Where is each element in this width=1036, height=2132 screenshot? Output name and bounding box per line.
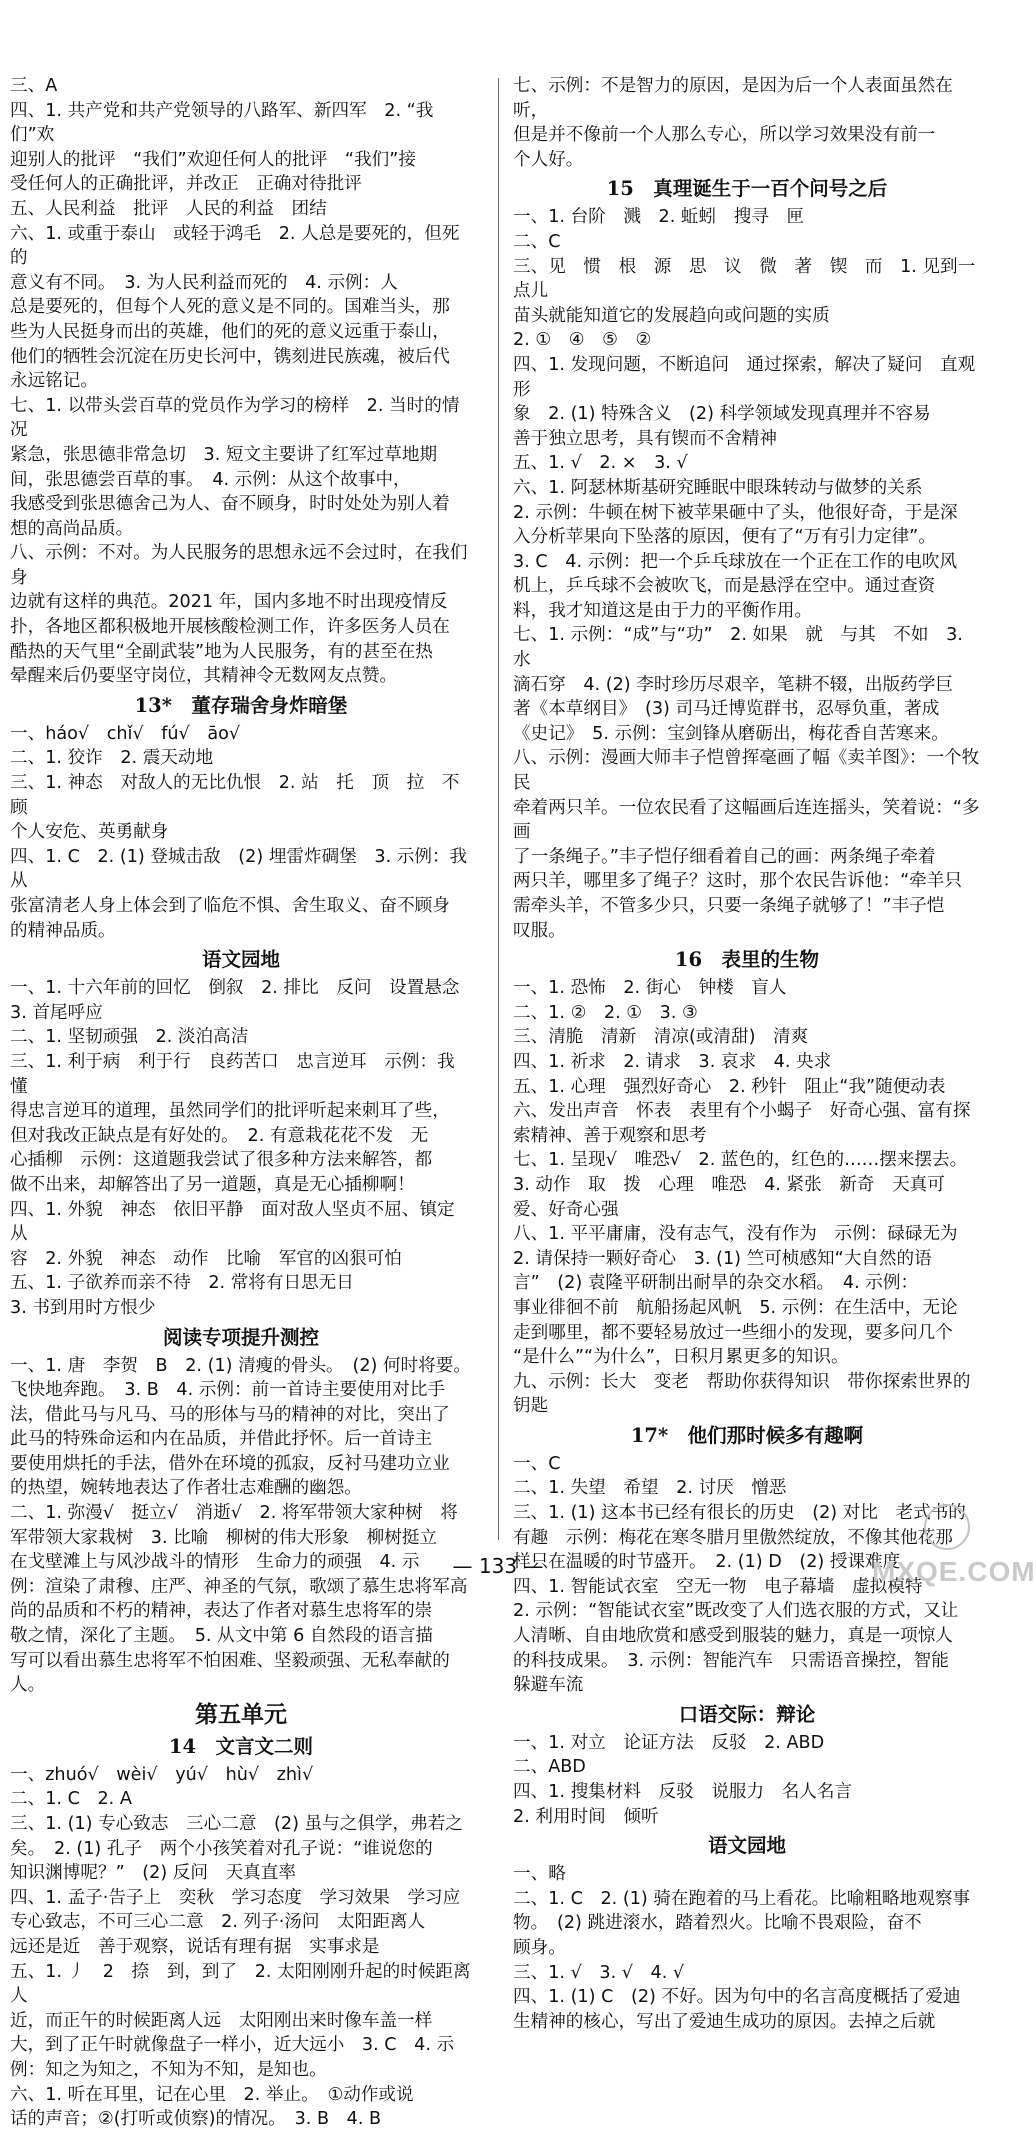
answer-line: 2. ① ④ ⑤ ②: [513, 330, 652, 351]
answer-line: 三、清脆 清新 清凉(或清甜) 清爽: [513, 1027, 809, 1048]
answer-line: 永远铭记。: [10, 371, 98, 392]
answer-line: 些为人民挺身而出的英雄，他们的死的意义远重于泰山，: [10, 321, 450, 342]
right-column: [513, 74, 981, 2034]
answer-line: 物。 (2) 跳进滚水，踏着烈火。比喻不畏艰险，奋不: [513, 1913, 922, 1934]
section-heading: 13* 董存瑞舍身炸暗堡: [134, 693, 348, 717]
answer-line: 我感受到张思德舍己为人、奋不顾身，时时处处为别人着: [10, 494, 450, 515]
answer-line: 的热望，婉转地表达了作者壮志难酬的幽怨。: [10, 1478, 362, 1499]
answer-line: 七、1. 以带头尝百草的党员作为学习的榜样 2. 当时的情况: [10, 395, 460, 441]
answer-line: 三、1. √ 3. √ 4. √: [513, 1962, 685, 1983]
answer-line: 象 2. (1) 特殊含义 (2) 科学领域发现真理并不容易: [513, 404, 931, 425]
answer-line: 法，借此马与凡马、马的形体与马的精神的对比，突出了: [10, 1404, 450, 1425]
answer-line: 一、1. 恐怖 2. 街心 钟楼 盲人: [513, 978, 787, 999]
answer-line: 滴石穿 4. (2) 李时珍历尽艰辛，笔耕不辍，出版药学巨: [513, 674, 953, 695]
watermark-stamp-icon: [924, 1504, 970, 1550]
answer-line: 2. 示例：牛顿在树下被苹果砸中了头，他很好奇，于是深: [513, 502, 958, 523]
answer-line: 在戈壁滩上与风沙战斗的情形 生命力的顽强 4. 示: [10, 1552, 420, 1573]
answer-line: 四、1. 祈求 2. 请求 3. 哀求 4. 央求: [513, 1051, 832, 1072]
answer-line: 顾身。: [513, 1937, 566, 1958]
section-heading: 语文园地: [201, 948, 280, 972]
answer-line: 有趣 示例：梅花在寒冬腊月里傲然绽放，不像其他花那: [513, 1527, 953, 1548]
answer-line: 一、1. 十六年前的回忆 倒叙 2. 排比 反问 设置悬念: [10, 978, 460, 999]
answer-line: 苗头就能知道它的发展趋向或问题的实质: [513, 305, 830, 326]
answer-line: 话的声音；②(打听或侦察)的情况。 3. B 4. B: [10, 2109, 382, 2130]
answer-line: 容 2. 外貌 神态 动作 比喻 军官的凶狠可怕: [10, 1248, 402, 1269]
answer-line: 军带领大家栽树 3. 比喻 柳树的伟大形象 柳树挺立: [10, 1527, 438, 1548]
answer-line: 牵着两只羊。一位农民看了这幅画后连连摇头，笑着说：“多画: [513, 797, 980, 843]
answer-line: 三、A: [10, 76, 58, 96]
answer-line: 七、1. 示例：“成”与“功” 2. 如果 就 与其 不如 3. 水: [513, 625, 969, 671]
answer-line: 一、1. 唐 李贺 B 2. (1) 清瘦的骨头。 (2) 何时将要。: [10, 1355, 471, 1376]
answer-line: 近，而正午的时候距离人远 太阳刚出来时像车盖一样: [10, 2010, 433, 2031]
answer-line: 矣。 2. (1) 孔子 两个小孩笑着对孔子说：“谁说您的: [10, 1838, 433, 1859]
answer-line: 人清晰、自由地欣赏和感受到服装的魅力，真是一项惊人: [513, 1626, 953, 1647]
answer-line: 3. 首尾呼应: [10, 1002, 103, 1023]
answer-line: 八、示例：不对。为人民服务的思想永远不会过时，在我们身: [10, 543, 468, 588]
answer-line: 尚的品质和不朽的精神，表达了作者对慕生忠将军的崇: [10, 1601, 433, 1622]
answer-line: 的精神品质。: [10, 920, 116, 941]
answer-line: 三、1. 神态 对敌人的无比仇恨 2. 站 托 顶 拉 不顾: [10, 773, 460, 818]
answer-line: 心插柳 示例：这道题我尝试了很多种方法来解答，都: [10, 1150, 433, 1171]
answer-line: 九、示例：长大 变老 帮助你获得知识 带你探索世界的: [513, 1371, 971, 1392]
answer-line: 要使用烘托的手法，借外在环境的孤寂，反衬马建功立业: [10, 1453, 450, 1474]
answer-line: 样只在温暖的时节盛开。 2. (1) D (2) 授课难度: [513, 1552, 901, 1573]
answer-line: 总是要死的，但每个人死的意义是不同的。国难当头，那: [10, 297, 450, 318]
answer-line: 但是并不像前一个人那么专心，所以学习效果没有前一: [513, 125, 936, 146]
answer-line: 的科技成果。 3. 示例：智能汽车 只需语音操控，智能: [513, 1650, 949, 1671]
answer-line: 一、1. 台阶 溅 2. 蚯蚓 搜寻 匣: [513, 207, 805, 228]
answer-line: 他们的牺牲会沉淀在历史长河中，镌刻进民族魂，被后代: [10, 346, 450, 367]
answer-line: 例：渲染了肃穆、庄严、神圣的气氛，歌颂了慕生忠将军高: [10, 1576, 468, 1597]
answer-line: 3. C 4. 示例：把一个乒乓球放在一个正在工作的电吹风: [513, 551, 958, 572]
answer-line: 2. 示例：“智能试衣室”既改变了人们选衣服的方式，又让: [513, 1601, 959, 1622]
section-heading: 14 文言文二则: [168, 1734, 314, 1758]
answer-line: 写可以看出慕生忠将军不怕困难、坚毅顽强、无私奉献的人。: [10, 1650, 450, 1696]
answer-line: 爱、好奇心强: [513, 1199, 619, 1220]
watermark-logo: MXQE.COM: [872, 1556, 1036, 1587]
answer-line: 二、C: [513, 231, 561, 252]
section-heading: 15 真理诞生于一百个问号之后: [606, 177, 888, 201]
answer-line: 料，我才知道这是由于力的平衡作用。: [513, 600, 813, 621]
answer-line: 四、1. 外貌 神态 依旧平静 面对敌人坚贞不屈、镇定从: [10, 1199, 455, 1245]
answer-line: 八、1. 平平庸庸，没有志气，没有作为 示例：碌碌无为: [513, 1224, 958, 1245]
answer-line: 得忠言逆耳的道理，虽然同学们的批评听起来刺耳了些，: [10, 1101, 450, 1122]
answer-line: 晕醒来后仍要坚守岗位，其精神令无数网友点赞。: [10, 666, 398, 687]
answer-line: “是什么”“为什么”，日积月累更多的知识。: [513, 1347, 849, 1368]
answer-line: 一、háo√ chǐ√ fú√ āo√: [10, 723, 241, 744]
page-number: — 133 —: [452, 1554, 544, 1578]
answer-line: 五、1. 丿 2 捺 到，到了 2. 太阳刚刚升起的时候距离人: [10, 1961, 471, 2007]
answer-line: 善于独立思考，具有锲而不舍精神: [513, 428, 777, 449]
answer-line: 二、1. 失望 希望 2. 讨厌 憎恶: [513, 1478, 787, 1499]
answer-line: 3. 书到用时方恨少: [10, 1297, 156, 1318]
answer-line: 一、zhuó√ wèi√ yú√ hù√ zhì√: [10, 1764, 314, 1785]
answer-line: 一、1. 对立 论证方法 反驳 2. ABD: [513, 1732, 825, 1753]
answer-line: 三、1. 利于病 利于行 良药苦口 忠言逆耳 示例：我懂: [10, 1051, 455, 1097]
left-column: [10, 74, 472, 2132]
answer-line: 四、1. 发现问题，不断追问 通过探索，解决了疑问 直观形: [513, 354, 976, 400]
answer-line: 叹服。: [513, 920, 566, 941]
answer-line: 此马的特殊命运和内在品质，并借此抒怀。后一首诗主: [10, 1429, 433, 1450]
answer-line: 边就有这样的典范。2021 年，国内多地不时出现疫情反: [10, 592, 448, 613]
answer-line: 六、1. 或重于泰山 或轻于鸿毛 2. 人总是要死的，但死的: [10, 223, 460, 269]
answer-line: 二、1. ② 2. ① 3. ③: [513, 1002, 698, 1023]
answer-line: 二、1. 坚韧顽强 2. 淡泊高洁: [10, 1027, 249, 1048]
answer-line: 五、人民利益 批评 人民的利益 团结: [10, 198, 327, 219]
answer-line: 一、略: [513, 1864, 566, 1885]
answer-line: 扑，各地区都积极地开展核酸检测工作，许多医务人员在: [10, 617, 450, 638]
answer-line: 六、发出声音 怀表 表里有个小蝎子 好奇心强、富有探: [513, 1101, 971, 1122]
answer-line: 二、ABD: [513, 1757, 586, 1778]
answer-line: 事业徘徊不前 航船扬起风帆 5. 示例：在生活中，无论: [513, 1297, 958, 1318]
column-divider: [498, 78, 499, 1540]
answer-line: 个人安危、英勇献身: [10, 822, 169, 843]
answer-line: 3. 动作 取 拨 心理 唯恐 4. 紧张 新奇 天真可: [513, 1174, 945, 1195]
answer-line: 紧急，张思德非常急切 3. 短文主要讲了红军过草地期: [10, 444, 438, 465]
answer-line: 两只羊，哪里多了绳子？这时，那个农民告诉他：“牵羊只: [513, 871, 962, 892]
answer-line: 走到哪里，都不要轻易放过一些细小的发现，要多问几个: [513, 1322, 953, 1343]
section-heading: 17* 他们那时候多有趣啊: [630, 1423, 864, 1447]
answer-line: 想的高尚品质。: [10, 518, 134, 539]
answer-line: 三、1. (1) 专心致志 三心二意 (2) 虽与之俱学，弗若之: [10, 1814, 463, 1834]
answer-line: 知识渊博呢？” (2) 反问 天真直率: [10, 1863, 296, 1884]
answer-line: 躲避车流: [513, 1675, 584, 1696]
answer-line: 2. 请保持一颗好奇心 3. (1) 竺可桢感知“大自然的语: [513, 1248, 932, 1269]
section-heading: 阅读专项提升测控: [162, 1325, 319, 1349]
answer-line: 远还是近 善于观察，说话有理有据 实事求是: [10, 1936, 380, 1957]
answer-line: 间，张思德尝百草的事。 4. 示例：从这个故事中，: [10, 469, 411, 490]
answer-line: 一、C: [513, 1453, 561, 1474]
answer-line: 但对我改正缺点是有好处的。 2. 有意栽花花不发 无: [10, 1125, 429, 1146]
section-heading: 语文园地: [707, 1834, 786, 1858]
answer-line: 五、1. 子欲养而亲不待 2. 常将有日思无日: [10, 1273, 354, 1294]
answer-line: 例：知之为知之，不知为不知，是知也。: [10, 2059, 327, 2080]
answer-line: 四、1. 孟子·告子上 奕秋 学习态度 学习效果 学习应: [10, 1887, 461, 1908]
answer-line: 张富清老人身上体会到了临危不惧、舍生取义、奋不顾身: [10, 896, 450, 916]
answer-line: 四、1. 智能试衣室 空无一物 电子幕墙 虚拟模特: [513, 1576, 923, 1597]
answer-line: 二、1. C 2. (1) 骑在跑着的马上看花。比喻粗略地观察事: [513, 1888, 971, 1909]
answer-line: 索精神、善于观察和思考: [513, 1125, 707, 1146]
answer-line: 二、1. 狡诈 2. 震天动地: [10, 748, 214, 769]
answer-line: 四、1. 搜集材料 反驳 说服力 名人名言: [513, 1782, 853, 1802]
answer-line: 五、1. 心理 强烈好奇心 2. 秒针 阻止“我”随便动表: [513, 1076, 946, 1097]
answer-line: 二、1. C 2. A: [10, 1789, 132, 1810]
answer-line: 机上，乒乓球不会被吹飞，而是悬浮在空中。通过查资: [513, 576, 936, 597]
answer-line: 四、1. 共产党和共产党领导的八路军、新四军 2. “我们”欢: [10, 100, 434, 146]
answer-line: 六、1. 阿瑟林斯基研究睡眠中眼珠转动与做梦的关系: [513, 477, 923, 498]
answer-line: 酷热的天气里“全副武装”地为人民服务，有的甚至在热: [10, 641, 433, 662]
answer-line: 飞快地奔跑。 3. B 4. 示例：前一首诗主要使用对比手: [10, 1380, 446, 1401]
answer-line: 钥匙: [513, 1396, 549, 1417]
answer-line: 受任何人的正确批评，并改正 正确对待批评: [10, 174, 362, 195]
answer-line: 专心致志，不可三心二意 2. 列子·汤问 太阳距离人: [10, 1912, 426, 1933]
answer-line: 大，到了正午时就像盘子一样小，近大远小 3. C 4. 示: [10, 2035, 455, 2056]
answer-line: 言” (2) 袁隆平研制出耐旱的杂交水稻。 4. 示例：: [513, 1273, 919, 1294]
answer-line: 2. 利用时间 倾听: [513, 1806, 659, 1827]
answer-line: 六、1. 听在耳里，记在心里 2. 举止。 ①动作或说: [10, 2084, 414, 2105]
answer-line: 七、1. 呈现√ 唯恐√ 2. 蓝色的，红色的……摆来摆去。: [513, 1150, 968, 1171]
answer-line: 做不出来，却解答出了另一道题，真是无心插柳啊！: [10, 1174, 415, 1195]
answer-line: 生精神的核心，写出了爱迪生成功的原因。去掉之后就: [513, 2011, 936, 2032]
answer-line: 个人好。: [513, 149, 584, 170]
answer-line: 七、示例：不是智力的原因，是因为后一个人表面虽然在听，: [513, 76, 953, 121]
answer-line: 《史记》 5. 示例：宝剑锋从磨砺出，梅花香自苦寒来。: [513, 723, 949, 744]
answer-line: 三、见 惯 根 源 思 议 微 著 锲 而 1. 见到一点儿: [513, 256, 976, 302]
answer-line: 四、1. C 2. (1) 登城击敌 (2) 埋雷炸碉堡 3. 示例：我从: [10, 846, 468, 892]
answer-line: 著《本草纲目》 (3) 司马迁博览群书，忍辱负重，著成: [513, 699, 940, 720]
answer-line: 八、示例：漫画大师丰子恺曾挥毫画了幅《卖羊图》：一个牧民: [513, 748, 980, 794]
answer-line: 需牵头羊，不管多少只，只要一条绳子就够了！”丰子恺: [513, 896, 945, 916]
answer-line: 迎别人的批评 “我们”欢迎任何人的批评 “我们”接: [10, 149, 416, 170]
answer-line: 三、1. (1) 这本书已经有很长的历史 (2) 对比 老式书的: [513, 1503, 966, 1524]
unit-heading: 第五单元: [195, 1700, 287, 1728]
answer-line: 五、1. √ 2. × 3. √: [513, 453, 688, 474]
answer-line: 入分析苹果向下坠落的原因，便有了“万有引力定律”。: [513, 527, 936, 548]
section-heading: 口语交际：辩论: [678, 1702, 816, 1726]
answer-line: 了一条绳子。”丰子恺仔细看着自己的画：两条绳子牵着: [513, 846, 936, 867]
answer-line: 四、1. (1) C (2) 不好。因为句中的名言高度概括了爱迪: [513, 1987, 961, 2008]
answer-line: 敬之情，深化了主题。 5. 从文中第 6 自然段的语言描: [10, 1626, 434, 1647]
section-heading: 16 表里的生物: [674, 948, 820, 972]
answer-line: 二、1. 弥漫√ 挺立√ 消逝√ 2. 将军带领大家种树 将: [10, 1503, 458, 1524]
answer-line: 意义有不同。 3. 为人民利益而死的 4. 示例：人: [10, 272, 398, 293]
